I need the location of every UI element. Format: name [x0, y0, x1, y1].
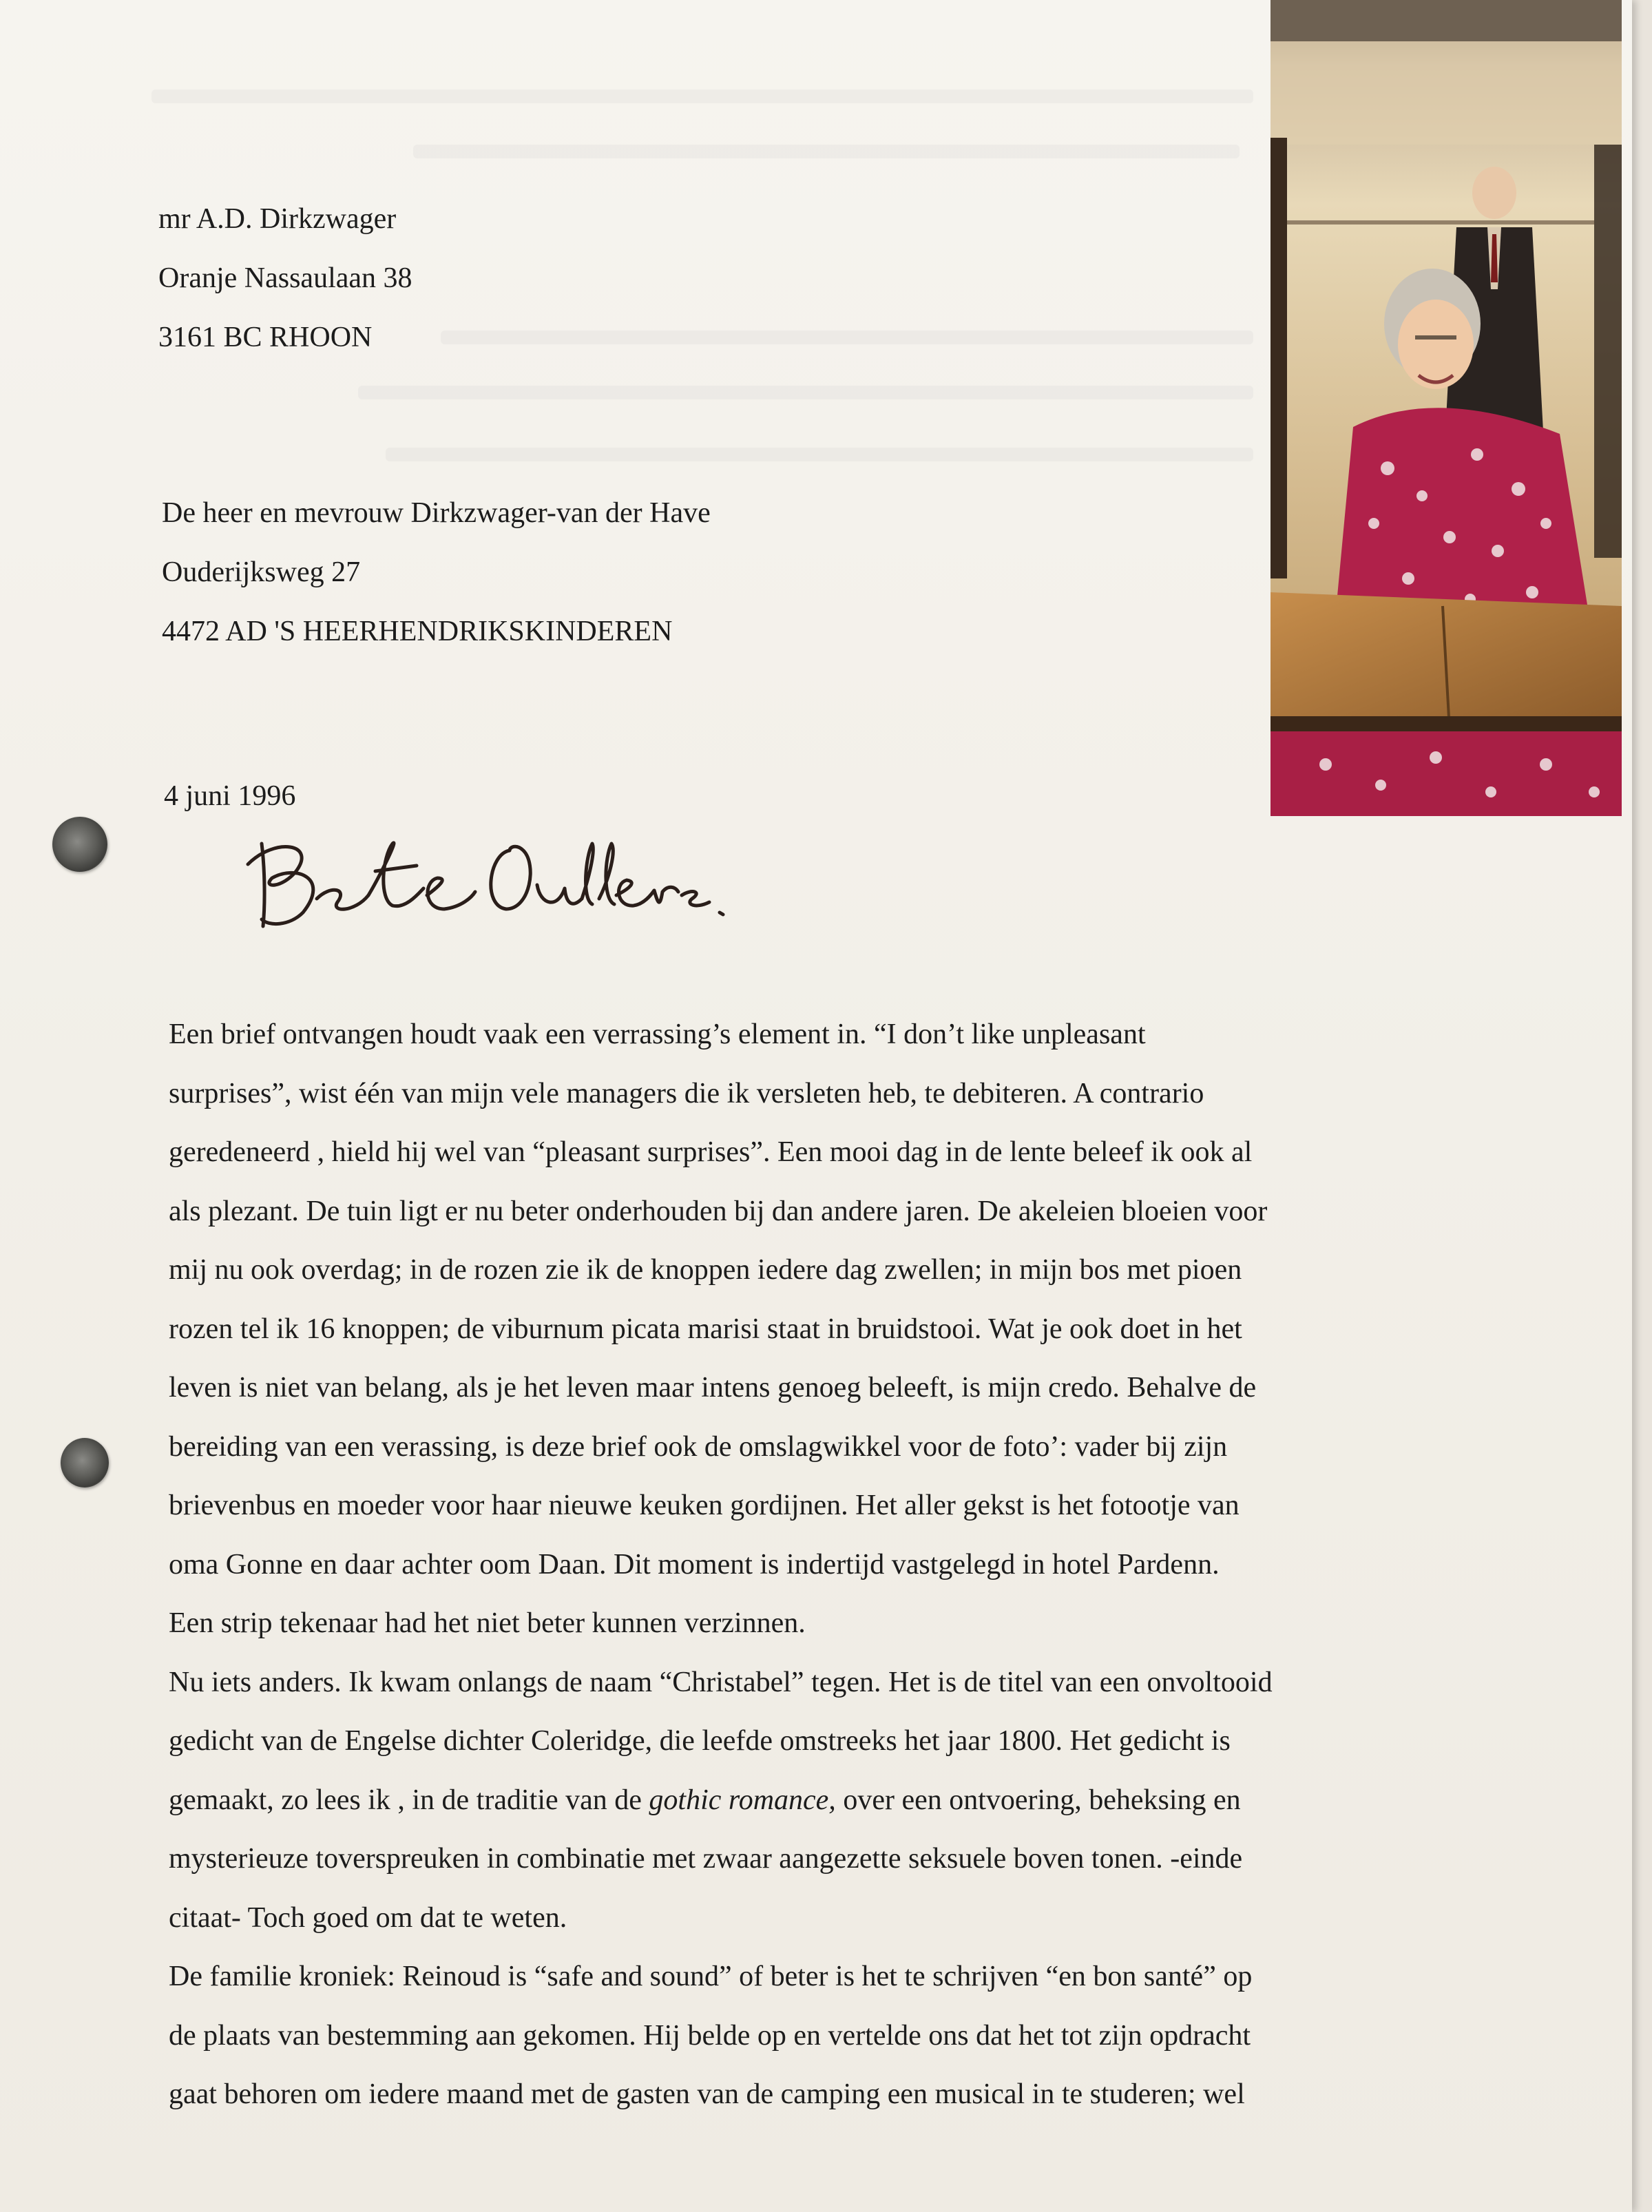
show-through-text: [151, 90, 1253, 103]
show-through-text: [441, 331, 1253, 344]
body-line: surprises”, wist één van mijn vele managers die ik versleten heb, te debiteren. A contrario: [169, 1077, 1204, 1109]
attached-photo: [1271, 0, 1622, 816]
body-line: de plaats van bestemming aan gekomen. Hij belde op en vertelde ons dat het tot zijn opdracht: [169, 2019, 1251, 2052]
body-line: [169, 1771, 1443, 1830]
sender-street: Oranje Nassaulaan 38: [158, 262, 412, 294]
body-line: bereiding van een verassing, is deze brief ook de omslagwikkel voor de foto’: vader bij zijn: [169, 1430, 1228, 1463]
sender-address: [158, 189, 412, 367]
letter-body: [169, 1005, 1443, 2125]
body-text-span: over een ontvoering, beheksing en: [835, 1784, 1241, 1816]
body-line: rozen tel ik 16 knoppen; de viburnum picata marisi staat in bruidstooi. Wat je ook doet in het: [169, 1313, 1242, 1345]
handwritten-salutation: [234, 823, 730, 961]
body-line: oma Gonne en daar achter oom Daan. Dit moment is indertijd vastgelegd in hotel Pardenn.: [169, 1548, 1220, 1580]
show-through-text: [413, 145, 1240, 158]
recipient-city: 4472 AD 'S HEERHENDRIKSKINDEREN: [162, 616, 673, 647]
italic-title: gothic romance,: [649, 1784, 836, 1816]
body-line: citaat- Toch goed om dat te weten.: [169, 1901, 567, 1934]
body-line: mysterieuze toverspreuken in combinatie met zwaar aangezette seksuele boven tonen. -einde: [169, 1843, 1243, 1875]
body-line: Een brief ontvangen houdt vaak een verrassing’s element in. “I don’t like unpleasant: [169, 1019, 1146, 1050]
body-line: geredeneerd , hield hij wel van “pleasant surprises”. Een mooi dag in de lente beleef ik ook al: [169, 1136, 1253, 1168]
body-line: De familie kroniek: Reinoud is “safe and sound” of beter is het te schrijven “en bon santé” op: [169, 1961, 1253, 1992]
body-line: mij nu ook overdag; in de rozen zie ik de knoppen iedere dag zwellen; in mijn bos met pioen: [169, 1254, 1242, 1286]
body-line: als plezant. De tuin ligt er nu beter onderhouden bij dan andere jaren. De akeleien bloeien voor: [169, 1195, 1268, 1227]
recipient-name: De heer en mevrouw Dirkzwager-van der Have: [162, 497, 711, 529]
sender-city: 3161 BC RHOON: [158, 322, 373, 353]
recipient-address: [162, 483, 711, 661]
recipient-street: Ouderijksweg 27: [162, 556, 361, 588]
show-through-text: [358, 386, 1253, 399]
show-through-text: [386, 448, 1253, 461]
body-line: gaat behoren om iedere maand met de gasten van de camping een musical in te studeren; wel: [169, 2078, 1245, 2110]
photo-image: [1271, 0, 1622, 816]
sender-name: mr A.D. Dirkzwager: [158, 203, 397, 235]
body-line: brievenbus en moeder voor haar nieuwe keuken gordijnen. Het aller gekst is het fotootje van: [169, 1490, 1240, 1521]
body-line: gedicht van de Engelse dichter Coleridge, die leefde omstreeks het jaar 1800. Het gedicht is: [169, 1725, 1231, 1757]
body-line: Nu iets anders. Ik kwam onlangs de naam “Christabel” tegen. Het is de titel van een onvoltooid: [169, 1666, 1273, 1698]
body-line: Een strip tekenaar had het niet beter kunnen verzinnen.: [169, 1607, 806, 1639]
punch-hole: [61, 1438, 109, 1488]
body-text-span: gemaakt, zo lees ik , in de traditie van de: [169, 1784, 649, 1816]
punch-hole: [52, 817, 107, 872]
letter-date: 4 juni 1996: [164, 780, 296, 812]
body-line: leven is niet van belang, als je het leven maar intens genoeg beleeft, is mijn credo. Behalve de: [169, 1372, 1257, 1404]
